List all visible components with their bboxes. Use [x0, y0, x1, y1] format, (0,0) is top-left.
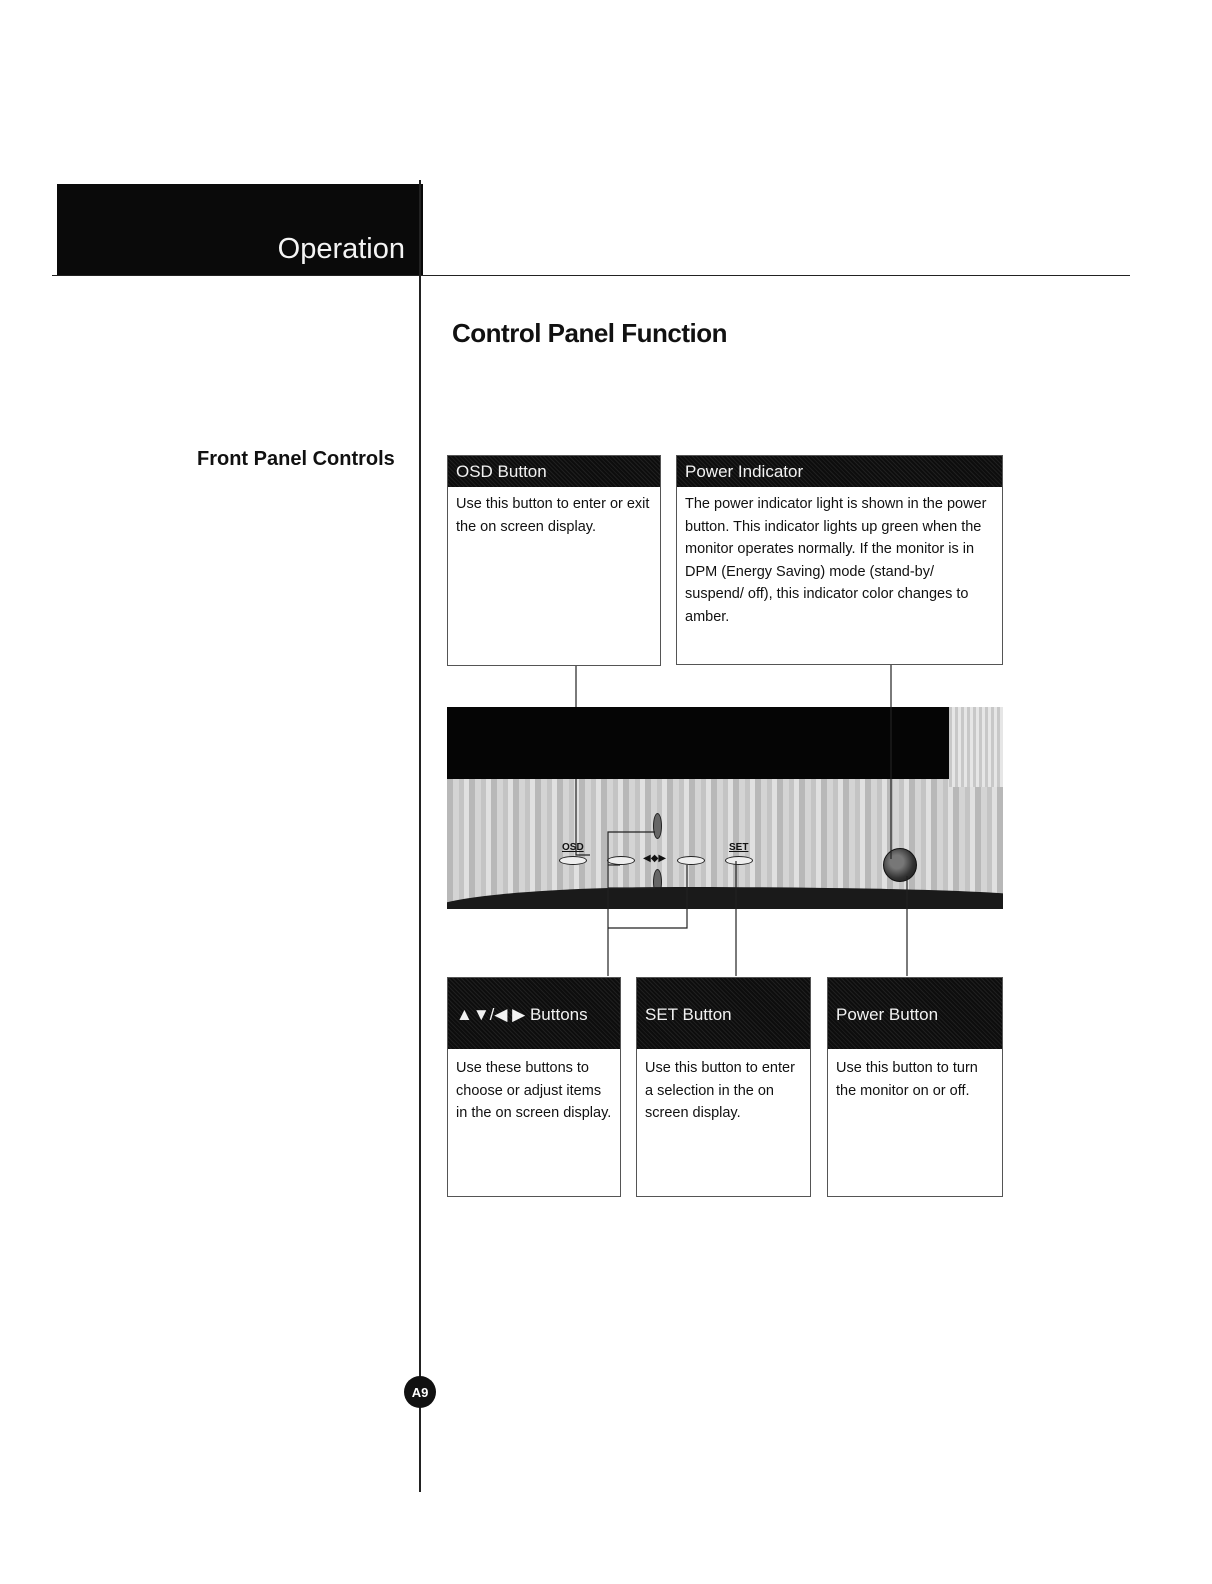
arrow-buttons-callout-title: ▲▼/◀ ▶ Buttons — [448, 978, 620, 1049]
osd-callout-text: Use this button to enter or exit the on screen display. — [456, 496, 650, 535]
page-number-badge: A9 — [404, 1376, 436, 1408]
arrow-cross-icon: ◀◆▶ — [643, 853, 667, 864]
power-button-callout-title: Power Button — [828, 978, 1002, 1049]
osd-connector-panel — [576, 779, 590, 855]
arrows-connector-right — [608, 865, 687, 928]
set-callout-text: Use this button to enter a selection in the on screen display. — [645, 1060, 795, 1121]
power-button-callout-text: Use this button to turn the monitor on or off. — [836, 1060, 978, 1099]
page-title: Control Panel Function — [452, 318, 727, 348]
osd-label: OSD — [562, 842, 584, 853]
set-label: SET — [729, 842, 749, 853]
osd-callout-title: OSD Button — [448, 456, 660, 487]
sidebar-heading: Front Panel Controls — [197, 448, 395, 470]
arrow-buttons-callout-text: Use these buttons to choose or adjust items in the on screen display. — [456, 1060, 612, 1121]
power-indicator-callout-title: Power Indicator — [677, 456, 1002, 487]
arrows-connector-up — [608, 832, 655, 976]
section-title: Operation — [277, 233, 405, 265]
set-callout-title: SET Button — [637, 978, 810, 1049]
power-indicator-callout-text: The power indicator light is shown in the power button. This indicator lights up green when the monitor operates normally. If the monitor is in DPM (Energy Saving) mode (stand-by/ suspend/ off), this indicator color changes to amber. — [685, 496, 987, 625]
